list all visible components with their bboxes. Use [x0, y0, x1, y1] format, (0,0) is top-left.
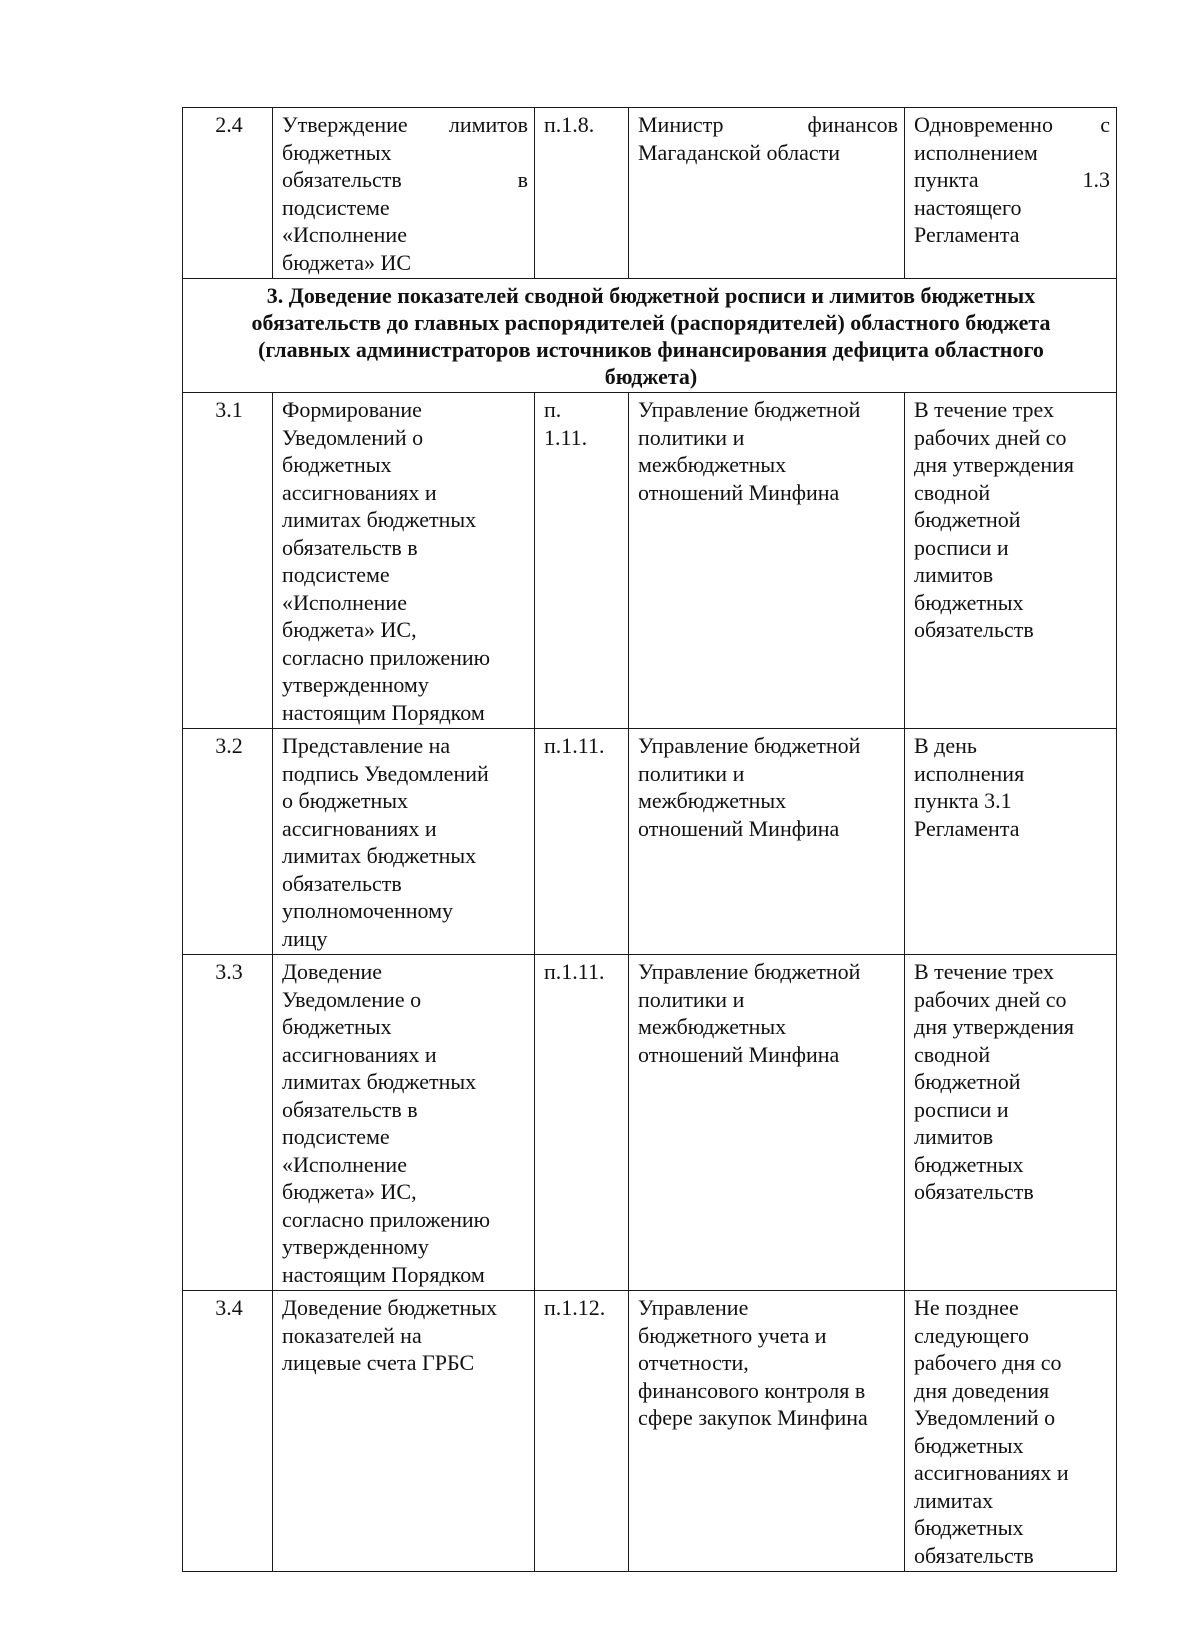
text-line: финансового контроля в — [638, 1377, 866, 1403]
text-line: п. — [544, 397, 562, 422]
text-line: «Исполнение — [282, 589, 407, 615]
text-line: обязательств — [914, 1542, 1034, 1568]
row-number: 3.1 — [183, 393, 273, 729]
text-line: межбюджетных — [638, 1014, 787, 1039]
action-cell — [273, 955, 535, 1291]
table-row — [183, 393, 1117, 729]
text-line: Министр финансов — [638, 112, 898, 137]
term-cell — [905, 729, 1117, 955]
text-line: ассигнованиях и — [282, 815, 437, 841]
text-line: утвержденному — [282, 1234, 429, 1259]
text-line: уполномоченному — [282, 898, 454, 923]
text-line: обязательств в — [282, 534, 418, 560]
text-line: Доведение — [282, 959, 383, 984]
section-title — [183, 279, 1117, 393]
row-number: 3.3 — [183, 955, 273, 1291]
text-line: подсистеме — [282, 1124, 390, 1149]
text-line: бюджета» ИС, — [282, 617, 417, 642]
text-line: бюджетных — [282, 1014, 392, 1039]
action-cell — [273, 108, 535, 279]
text-line: обязательств в — [282, 167, 528, 192]
text-line: Регламента — [914, 222, 1020, 247]
text-line: Уведомлений о — [914, 1405, 1056, 1430]
text-line: лимитах бюджетных — [282, 507, 477, 532]
section-header-row — [183, 279, 1117, 393]
text-line: лимитах — [914, 1487, 994, 1513]
text-line: Доведение бюджетных — [282, 1295, 498, 1320]
text-line: Одновременно с — [914, 112, 1110, 137]
text-line: подсистеме — [282, 194, 390, 220]
reference-cell: п.1.11. — [535, 729, 629, 955]
text-line: настоящим Порядком — [282, 699, 485, 725]
text-line: пункта 1.3 — [914, 167, 1110, 192]
text-line: согласно приложению — [282, 1206, 491, 1232]
text-line: отношений Минфина — [638, 479, 840, 505]
text-line: обязательств — [282, 870, 402, 896]
text-line: дня доведения — [914, 1377, 1050, 1403]
text-line: лимитах бюджетных — [282, 843, 477, 868]
text-line: бюджетной — [914, 507, 1021, 532]
text-line: дня утверждения — [914, 1014, 1075, 1039]
text-line: пункта 3.1 — [914, 788, 1012, 813]
row-number: 3.2 — [183, 729, 273, 955]
text-line: Представление на — [282, 733, 451, 758]
text-line: политики и — [638, 424, 745, 450]
text-line: бюджета» ИС — [282, 249, 412, 275]
reference-cell: п.1.12. — [535, 1291, 629, 1572]
text-line: Управление бюджетной — [638, 959, 861, 984]
text-line: В течение трех — [914, 397, 1055, 422]
text-line: бюджетных — [914, 589, 1024, 615]
text-line: лимитов — [914, 562, 994, 587]
responsible-cell — [629, 393, 905, 729]
table-row — [183, 955, 1117, 1291]
text-line: Не позднее — [914, 1295, 1019, 1320]
text-line: отношений Минфина — [638, 1041, 840, 1067]
text-line: Управление бюджетной — [638, 733, 861, 758]
term-cell — [905, 108, 1117, 279]
section-title-line: бюджета) — [604, 364, 698, 389]
table-row — [183, 729, 1117, 955]
responsible-cell — [629, 955, 905, 1291]
text-line: подсистеме — [282, 562, 390, 587]
text-line: сводной — [914, 1041, 991, 1067]
text-line: о бюджетных — [282, 788, 409, 813]
text-line: обязательств в — [282, 1096, 418, 1122]
term-cell — [905, 393, 1117, 729]
term-cell — [905, 955, 1117, 1291]
text-line: бюджетной — [914, 1069, 1021, 1094]
text-line: исполнением — [914, 139, 1038, 165]
row-number: 3.4 — [183, 1291, 273, 1572]
term-cell — [905, 1291, 1117, 1572]
text-line: бюджетных — [282, 452, 392, 477]
text-line: «Исполнение — [282, 222, 407, 247]
text-line: сфере закупок Минфина — [638, 1405, 868, 1430]
text-line: межбюджетных — [638, 788, 787, 813]
text-line: политики и — [638, 760, 745, 786]
text-line: сводной — [914, 479, 991, 505]
text-line: обязательств — [914, 1179, 1034, 1204]
text-line: лимитов — [914, 1124, 994, 1149]
text-line: рабочего дня со — [914, 1350, 1062, 1375]
text-line: лицу — [282, 925, 328, 951]
text-line: дня утверждения — [914, 452, 1075, 477]
text-line: Утверждение лимитов — [282, 112, 528, 137]
text-line: политики и — [638, 986, 745, 1012]
text-line: ассигнованиях и — [282, 479, 437, 505]
text-line: отношений Минфина — [638, 815, 840, 841]
responsible-cell — [629, 108, 905, 279]
reference-cell — [535, 393, 629, 729]
text-line: Формирование — [282, 397, 422, 422]
table-row — [183, 108, 1117, 279]
section-title-line: обязательств до главных распорядителей (распорядителей) областного бюджета — [251, 310, 1051, 335]
text-line: рабочих дней со — [914, 986, 1067, 1012]
text-line: бюджетных — [914, 1515, 1024, 1540]
text-line: ассигнованиях и — [282, 1041, 437, 1067]
action-cell — [273, 729, 535, 955]
text-line: Уведомлений о — [282, 424, 424, 450]
text-line: рабочих дней со — [914, 424, 1067, 450]
text-line: согласно приложению — [282, 644, 491, 670]
text-line: исполнения — [914, 760, 1025, 786]
text-line: межбюджетных — [638, 452, 787, 477]
section-title-line: 3. Доведение показателей сводной бюджетной росписи и лимитов бюджетных — [266, 283, 1036, 308]
text-line: настоящего — [914, 194, 1022, 220]
text-line: Регламента — [914, 815, 1020, 841]
text-line: следующего — [914, 1322, 1030, 1348]
text-line: В день — [914, 733, 977, 758]
text-line: настоящим Порядком — [282, 1261, 485, 1287]
text-line: бюджета» ИС, — [282, 1179, 417, 1204]
text-line: подпись Уведомлений — [282, 760, 489, 786]
text-line: Управление — [638, 1295, 749, 1320]
text-line: ассигнованиях и — [914, 1460, 1069, 1485]
text-line: Управление бюджетной — [638, 397, 861, 422]
responsible-cell — [629, 1291, 905, 1572]
action-cell — [273, 1291, 535, 1572]
text-line: бюджетных — [914, 1151, 1024, 1177]
section-title-line: (главных администраторов источников финансирования дефицита областного — [258, 337, 1044, 362]
text-line: показателей на — [282, 1322, 422, 1348]
text-line: 1.11. — [544, 424, 588, 450]
regulation-table — [182, 107, 1117, 1572]
text-line: лицевые счета ГРБС — [282, 1350, 475, 1375]
reference-cell: п.1.11. — [535, 955, 629, 1291]
text-line: Магаданской области — [638, 139, 840, 165]
row-number: 2.4 — [183, 108, 273, 279]
text-line: В течение трех — [914, 959, 1055, 984]
text-line: росписи и — [914, 534, 1009, 560]
action-cell — [273, 393, 535, 729]
responsible-cell — [629, 729, 905, 955]
text-line: утвержденному — [282, 672, 429, 697]
text-line: отчетности, — [638, 1350, 749, 1375]
text-line: бюджетных — [914, 1432, 1024, 1458]
text-line: «Исполнение — [282, 1151, 407, 1177]
text-line: обязательств — [914, 617, 1034, 642]
text-line: лимитах бюджетных — [282, 1069, 477, 1094]
text-line: росписи и — [914, 1096, 1009, 1122]
text-line: Уведомление о — [282, 986, 422, 1012]
table-row — [183, 1291, 1117, 1572]
reference-cell: п.1.8. — [535, 108, 629, 279]
text-line: бюджетного учета и — [638, 1322, 827, 1348]
text-line: бюджетных — [282, 139, 392, 165]
